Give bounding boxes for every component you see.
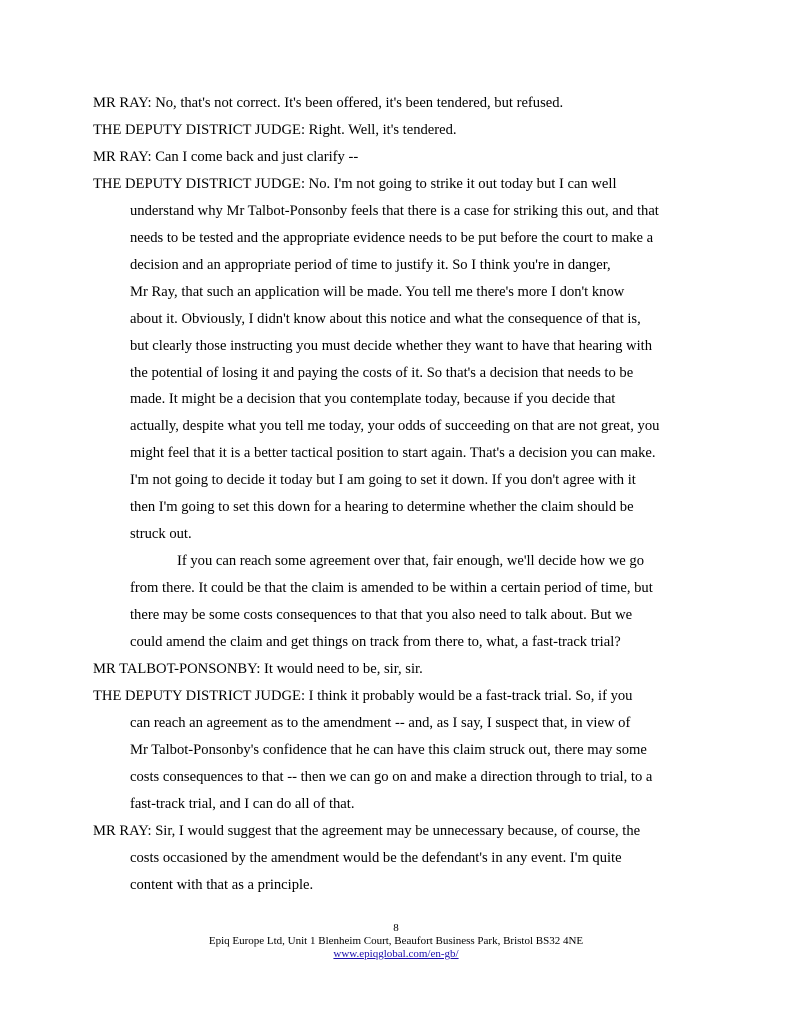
transcript-line: about it. Obviously, I didn't know about this notice and what the consequence of that is, [130, 310, 641, 327]
transcript-line: If you can reach some agreement over that, fair enough, we'll decide how we go [177, 553, 645, 570]
transcript-line: then I'm going to set this down for a hearing to determine whether the claim should be [130, 499, 634, 516]
transcript-line: decision and an appropriate period of time to justify it. So I think you're in danger, [130, 256, 611, 273]
speaker-line: THE DEPUTY DISTRICT JUDGE: No. I'm not going to strike it out today but I can well [93, 175, 617, 192]
transcript-line: fast-track trial, and I can do all of that. [130, 795, 355, 812]
transcript-line: I'm not going to decide it today but I am going to set it down. If you don't agree with it [130, 472, 636, 489]
transcript-line: understand why Mr Talbot-Ponsonby feels that there is a case for striking this out, and that [130, 202, 659, 219]
transcript-line: from there. It could be that the claim is amended to be within a certain period of time, but [130, 580, 653, 597]
footer-link-wrapper [0, 948, 792, 960]
transcript-line: might feel that it is a better tactical position to start again. That's a decision you can make. [130, 445, 656, 462]
speaker-line: THE DEPUTY DISTRICT JUDGE: Right. Well, it's tendered. [93, 122, 457, 138]
transcript-line: could amend the claim and get things on track from there to, what, a fast-track trial? [130, 634, 621, 650]
page-number: 8 [393, 922, 399, 934]
transcript-line: Mr Ray, that such an application will be made. You tell me there's more I don't know [130, 283, 625, 300]
transcript-line: can reach an agreement as to the amendment -- and, as I say, I suspect that, in view of [130, 714, 631, 731]
speaker-line: THE DEPUTY DISTRICT JUDGE: I think it probably would be a fast-track trial. So, if you [93, 687, 633, 704]
transcript-line: content with that as a principle. [130, 876, 314, 893]
speaker-line: MR RAY: No, that's not correct. It's been offered, it's been tendered, but refused. [93, 95, 564, 111]
transcript-line: Mr Talbot-Ponsonby's confidence that he can have this claim struck out, there may some [130, 741, 647, 758]
transcript-line: actually, despite what you tell me today, your odds of succeeding on that are not great, you [130, 418, 660, 435]
transcript-line: costs occasioned by the amendment would be the defendant's in any event. I'm quite [130, 849, 622, 866]
transcript-line: struck out. [130, 526, 192, 543]
footer-company-address: Epiq Europe Ltd, Unit 1 Blenheim Court, Beaufort Business Park, Bristol BS32 4NE [208, 935, 584, 947]
transcript-line: needs to be tested and the appropriate evidence needs to be put before the court to make a [130, 229, 654, 246]
transcript-line: but clearly those instructing you must decide whether they want to have that hearing with [130, 337, 652, 354]
speaker-line: MR TALBOT-PONSONBY: It would need to be, sir, sir. [93, 660, 423, 677]
transcript-line: costs consequences to that -- then we can go on and make a direction through to trial, to a [130, 768, 653, 785]
transcript-line: made. It might be a decision that you contemplate today, because if you decide that [130, 391, 616, 408]
speaker-line: MR RAY: Can I come back and just clarify -- [93, 148, 359, 165]
speaker-line: MR RAY: Sir, I would suggest that the agreement may be unnecessary because, of course, the [93, 822, 641, 839]
footer-website-link[interactable]: www.epiqglobal.com/en-gb/ [333, 948, 459, 960]
transcript-line: there may be some costs consequences to that that you also need to talk about. But we [130, 607, 633, 623]
transcript-line: the potential of losing it and paying the costs of it. So that's a decision that needs to be [130, 364, 634, 381]
